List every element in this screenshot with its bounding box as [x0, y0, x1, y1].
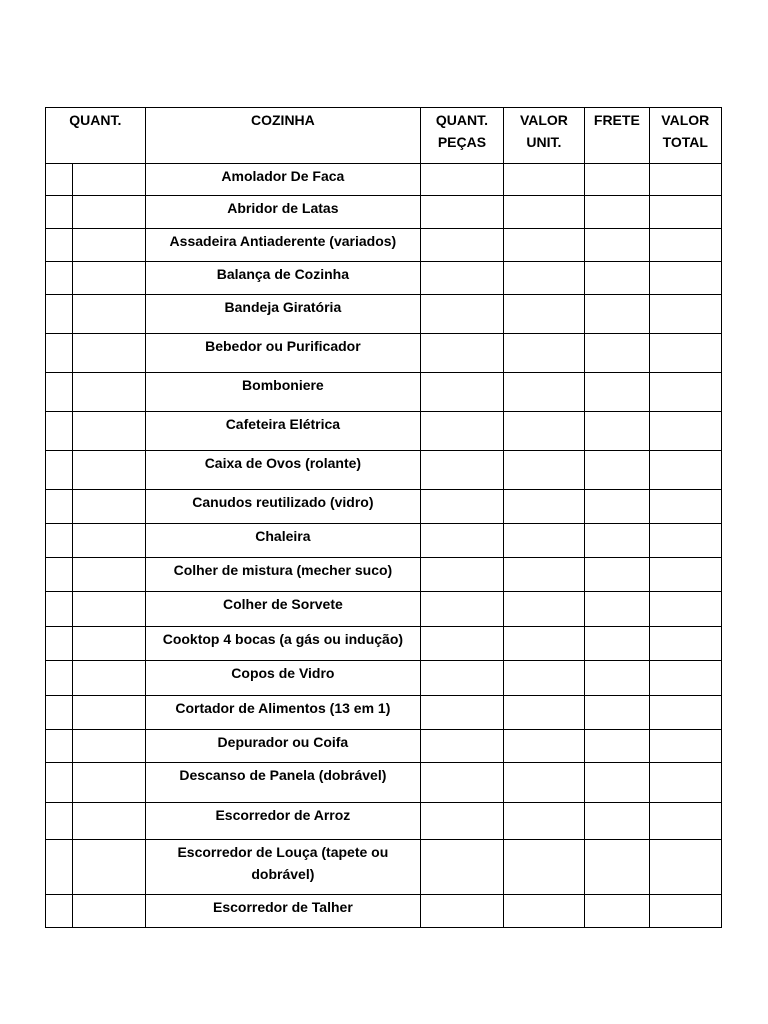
quant-pecas-cell[interactable] [421, 373, 503, 412]
table-row [46, 412, 722, 451]
item-name: Bandeja Giratória [145, 295, 421, 334]
item-name: Chaleira [145, 524, 421, 558]
quant-cell-b[interactable] [73, 696, 145, 730]
quant-cell-b[interactable] [73, 412, 145, 451]
valor-total-cell[interactable] [649, 373, 721, 412]
table-row [46, 661, 722, 696]
valor-unit-cell[interactable] [503, 412, 584, 451]
quant-cell-a[interactable] [46, 490, 73, 524]
frete-cell[interactable] [585, 592, 649, 627]
header-valor-total-line1: VALOR [661, 112, 710, 128]
quant-pecas-cell[interactable] [421, 592, 503, 627]
quant-pecas-cell[interactable] [421, 295, 503, 334]
frete-cell[interactable] [585, 262, 649, 295]
item-name: Balança de Cozinha [145, 262, 421, 295]
frete-cell[interactable] [585, 451, 649, 490]
frete-cell[interactable] [585, 627, 649, 661]
item-name: Caixa de Ovos (rolante) [145, 451, 421, 490]
valor-total-cell[interactable] [649, 763, 721, 803]
quant-cell-a[interactable] [46, 840, 73, 895]
valor-total-cell[interactable] [649, 840, 721, 895]
frete-cell[interactable] [585, 558, 649, 592]
valor-total-cell[interactable] [649, 412, 721, 451]
valor-unit-cell[interactable] [503, 490, 584, 524]
valor-unit-cell[interactable] [503, 558, 584, 592]
quant-pecas-cell[interactable] [421, 763, 503, 803]
frete-cell[interactable] [585, 373, 649, 412]
quant-cell-a[interactable] [46, 196, 73, 229]
quant-cell-a[interactable] [46, 412, 73, 451]
quant-cell-a[interactable] [46, 661, 73, 696]
quant-cell-a[interactable] [46, 558, 73, 592]
quant-pecas-cell[interactable] [421, 803, 503, 840]
header-quant-pecas-line2: PEÇAS [437, 134, 487, 150]
frete-cell[interactable] [585, 490, 649, 524]
valor-total-cell[interactable] [649, 730, 721, 763]
quant-cell-a[interactable] [46, 334, 73, 373]
quant-cell-b[interactable] [73, 524, 145, 558]
frete-cell[interactable] [585, 730, 649, 763]
quant-pecas-cell[interactable] [421, 196, 503, 229]
valor-total-cell[interactable] [649, 295, 721, 334]
valor-total-cell[interactable] [649, 196, 721, 229]
item-name: Escorredor de Talher [145, 895, 421, 928]
frete-cell[interactable] [585, 196, 649, 229]
frete-cell[interactable] [585, 803, 649, 840]
valor-total-cell[interactable] [649, 627, 721, 661]
item-name: Cortador de Alimentos (13 em 1) [145, 696, 421, 730]
quant-pecas-cell[interactable] [421, 490, 503, 524]
item-name: Escorredor de Arroz [145, 803, 421, 840]
quant-cell-a[interactable] [46, 229, 73, 262]
quant-cell-a[interactable] [46, 895, 73, 928]
item-name: Canudos reutilizado (vidro) [145, 490, 421, 524]
quant-cell-b[interactable] [73, 763, 145, 803]
valor-unit-cell[interactable] [503, 295, 584, 334]
quant-cell-b[interactable] [73, 229, 145, 262]
table-row [46, 164, 722, 196]
header-frete: FRETE [585, 108, 649, 164]
quant-cell-b[interactable] [73, 490, 145, 524]
table-row [46, 696, 722, 730]
quant-cell-b[interactable] [73, 592, 145, 627]
table-row [46, 895, 722, 928]
quant-pecas-cell[interactable] [421, 627, 503, 661]
valor-unit-cell[interactable] [503, 524, 584, 558]
table-row [46, 262, 722, 295]
table-header-row [46, 108, 722, 164]
quant-cell-b[interactable] [73, 661, 145, 696]
valor-total-cell[interactable] [649, 895, 721, 928]
table-row [46, 334, 722, 373]
quant-cell-b[interactable] [73, 730, 145, 763]
frete-cell[interactable] [585, 524, 649, 558]
quant-cell-b[interactable] [73, 196, 145, 229]
quant-cell-b[interactable] [73, 558, 145, 592]
table-row [46, 490, 722, 524]
quant-pecas-cell[interactable] [421, 451, 503, 490]
header-quant: QUANT. [46, 108, 146, 164]
item-name: Colher de Sorvete [145, 592, 421, 627]
frete-cell[interactable] [585, 412, 649, 451]
frete-cell[interactable] [585, 840, 649, 895]
table-row [46, 558, 722, 592]
quant-pecas-cell[interactable] [421, 840, 503, 895]
header-valor-unit-line1: VALOR [519, 112, 568, 128]
quant-cell-b[interactable] [73, 895, 145, 928]
valor-unit-cell[interactable] [503, 803, 584, 840]
item-name: Escorredor de Louça (tapete ou dobrável) [145, 840, 421, 895]
table-row [46, 373, 722, 412]
valor-unit-cell[interactable] [503, 627, 584, 661]
quant-pecas-cell[interactable] [421, 558, 503, 592]
quant-cell-a[interactable] [46, 696, 73, 730]
table-row [46, 229, 722, 262]
item-name: Depurador ou Coifa [145, 730, 421, 763]
frete-cell[interactable] [585, 895, 649, 928]
header-quant-pecas [421, 108, 503, 164]
table-row [46, 592, 722, 627]
quant-cell-a[interactable] [46, 164, 73, 196]
valor-unit-cell[interactable] [503, 763, 584, 803]
kitchen-items-table [45, 107, 722, 928]
valor-total-cell[interactable] [649, 164, 721, 196]
frete-cell[interactable] [585, 164, 649, 196]
frete-cell[interactable] [585, 661, 649, 696]
quant-cell-a[interactable] [46, 763, 73, 803]
table-row [46, 803, 722, 840]
valor-total-cell[interactable] [649, 334, 721, 373]
valor-unit-cell[interactable] [503, 451, 584, 490]
valor-total-cell[interactable] [649, 803, 721, 840]
valor-unit-cell[interactable] [503, 840, 584, 895]
valor-unit-cell[interactable] [503, 373, 584, 412]
valor-unit-cell[interactable] [503, 730, 584, 763]
header-valor-total [649, 108, 721, 164]
valor-total-cell[interactable] [649, 661, 721, 696]
quant-pecas-cell[interactable] [421, 412, 503, 451]
quant-pecas-cell[interactable] [421, 229, 503, 262]
header-valor-unit [503, 108, 584, 164]
valor-total-cell[interactable] [649, 696, 721, 730]
header-valor-unit-line2: UNIT. [526, 134, 562, 150]
quant-pecas-cell[interactable] [421, 262, 503, 295]
item-name: Cafeteira Elétrica [145, 412, 421, 451]
valor-total-cell[interactable] [649, 451, 721, 490]
quant-pecas-cell[interactable] [421, 661, 503, 696]
table-row [46, 730, 722, 763]
quant-cell-a[interactable] [46, 627, 73, 661]
item-name: Cooktop 4 bocas (a gás ou indução) [145, 627, 421, 661]
frete-cell[interactable] [585, 229, 649, 262]
quant-cell-b[interactable] [73, 373, 145, 412]
valor-total-cell[interactable] [649, 592, 721, 627]
quant-cell-b[interactable] [73, 164, 145, 196]
quant-cell-b[interactable] [73, 451, 145, 490]
item-name: Colher de mistura (mecher suco) [145, 558, 421, 592]
item-name: Copos de Vidro [145, 661, 421, 696]
quant-cell-a[interactable] [46, 592, 73, 627]
quant-cell-a[interactable] [46, 730, 73, 763]
quant-cell-a[interactable] [46, 295, 73, 334]
table-row [46, 627, 722, 661]
item-name: Bebedor ou Purificador [145, 334, 421, 373]
table-row [46, 524, 722, 558]
quant-pecas-cell[interactable] [421, 524, 503, 558]
valor-total-cell[interactable] [649, 262, 721, 295]
quant-cell-a[interactable] [46, 262, 73, 295]
item-name: Assadeira Antiaderente (variados) [145, 229, 421, 262]
frete-cell[interactable] [585, 334, 649, 373]
frete-cell[interactable] [585, 696, 649, 730]
item-name: Descanso de Panela (dobrável) [145, 763, 421, 803]
valor-unit-cell[interactable] [503, 592, 584, 627]
table-row [46, 840, 722, 895]
valor-unit-cell[interactable] [503, 262, 584, 295]
quant-cell-a[interactable] [46, 451, 73, 490]
valor-unit-cell[interactable] [503, 164, 584, 196]
quant-cell-b[interactable] [73, 627, 145, 661]
valor-total-cell[interactable] [649, 558, 721, 592]
quant-cell-b[interactable] [73, 262, 145, 295]
header-cozinha: COZINHA [145, 108, 421, 164]
quant-cell-a[interactable] [46, 803, 73, 840]
valor-unit-cell[interactable] [503, 229, 584, 262]
valor-unit-cell[interactable] [503, 696, 584, 730]
quant-cell-b[interactable] [73, 803, 145, 840]
quant-cell-b[interactable] [73, 840, 145, 895]
table-row [46, 451, 722, 490]
valor-total-cell[interactable] [649, 524, 721, 558]
quant-cell-a[interactable] [46, 373, 73, 412]
valor-total-cell[interactable] [649, 229, 721, 262]
quant-pecas-cell[interactable] [421, 895, 503, 928]
quant-pecas-cell[interactable] [421, 164, 503, 196]
quant-cell-a[interactable] [46, 524, 73, 558]
quant-cell-b[interactable] [73, 334, 145, 373]
table-row [46, 295, 722, 334]
valor-total-cell[interactable] [649, 490, 721, 524]
valor-unit-cell[interactable] [503, 661, 584, 696]
quant-cell-b[interactable] [73, 295, 145, 334]
frete-cell[interactable] [585, 763, 649, 803]
valor-unit-cell[interactable] [503, 895, 584, 928]
frete-cell[interactable] [585, 295, 649, 334]
valor-unit-cell[interactable] [503, 334, 584, 373]
quant-pecas-cell[interactable] [421, 730, 503, 763]
valor-unit-cell[interactable] [503, 196, 584, 229]
table-row [46, 763, 722, 803]
header-valor-total-line2: TOTAL [662, 134, 708, 150]
quant-pecas-cell[interactable] [421, 696, 503, 730]
table-row [46, 196, 722, 229]
item-name: Amolador De Faca [145, 164, 421, 196]
item-name: Bomboniere [145, 373, 421, 412]
quant-pecas-cell[interactable] [421, 334, 503, 373]
header-quant-pecas-line1: QUANT. [435, 112, 488, 128]
item-name: Abridor de Latas [145, 196, 421, 229]
